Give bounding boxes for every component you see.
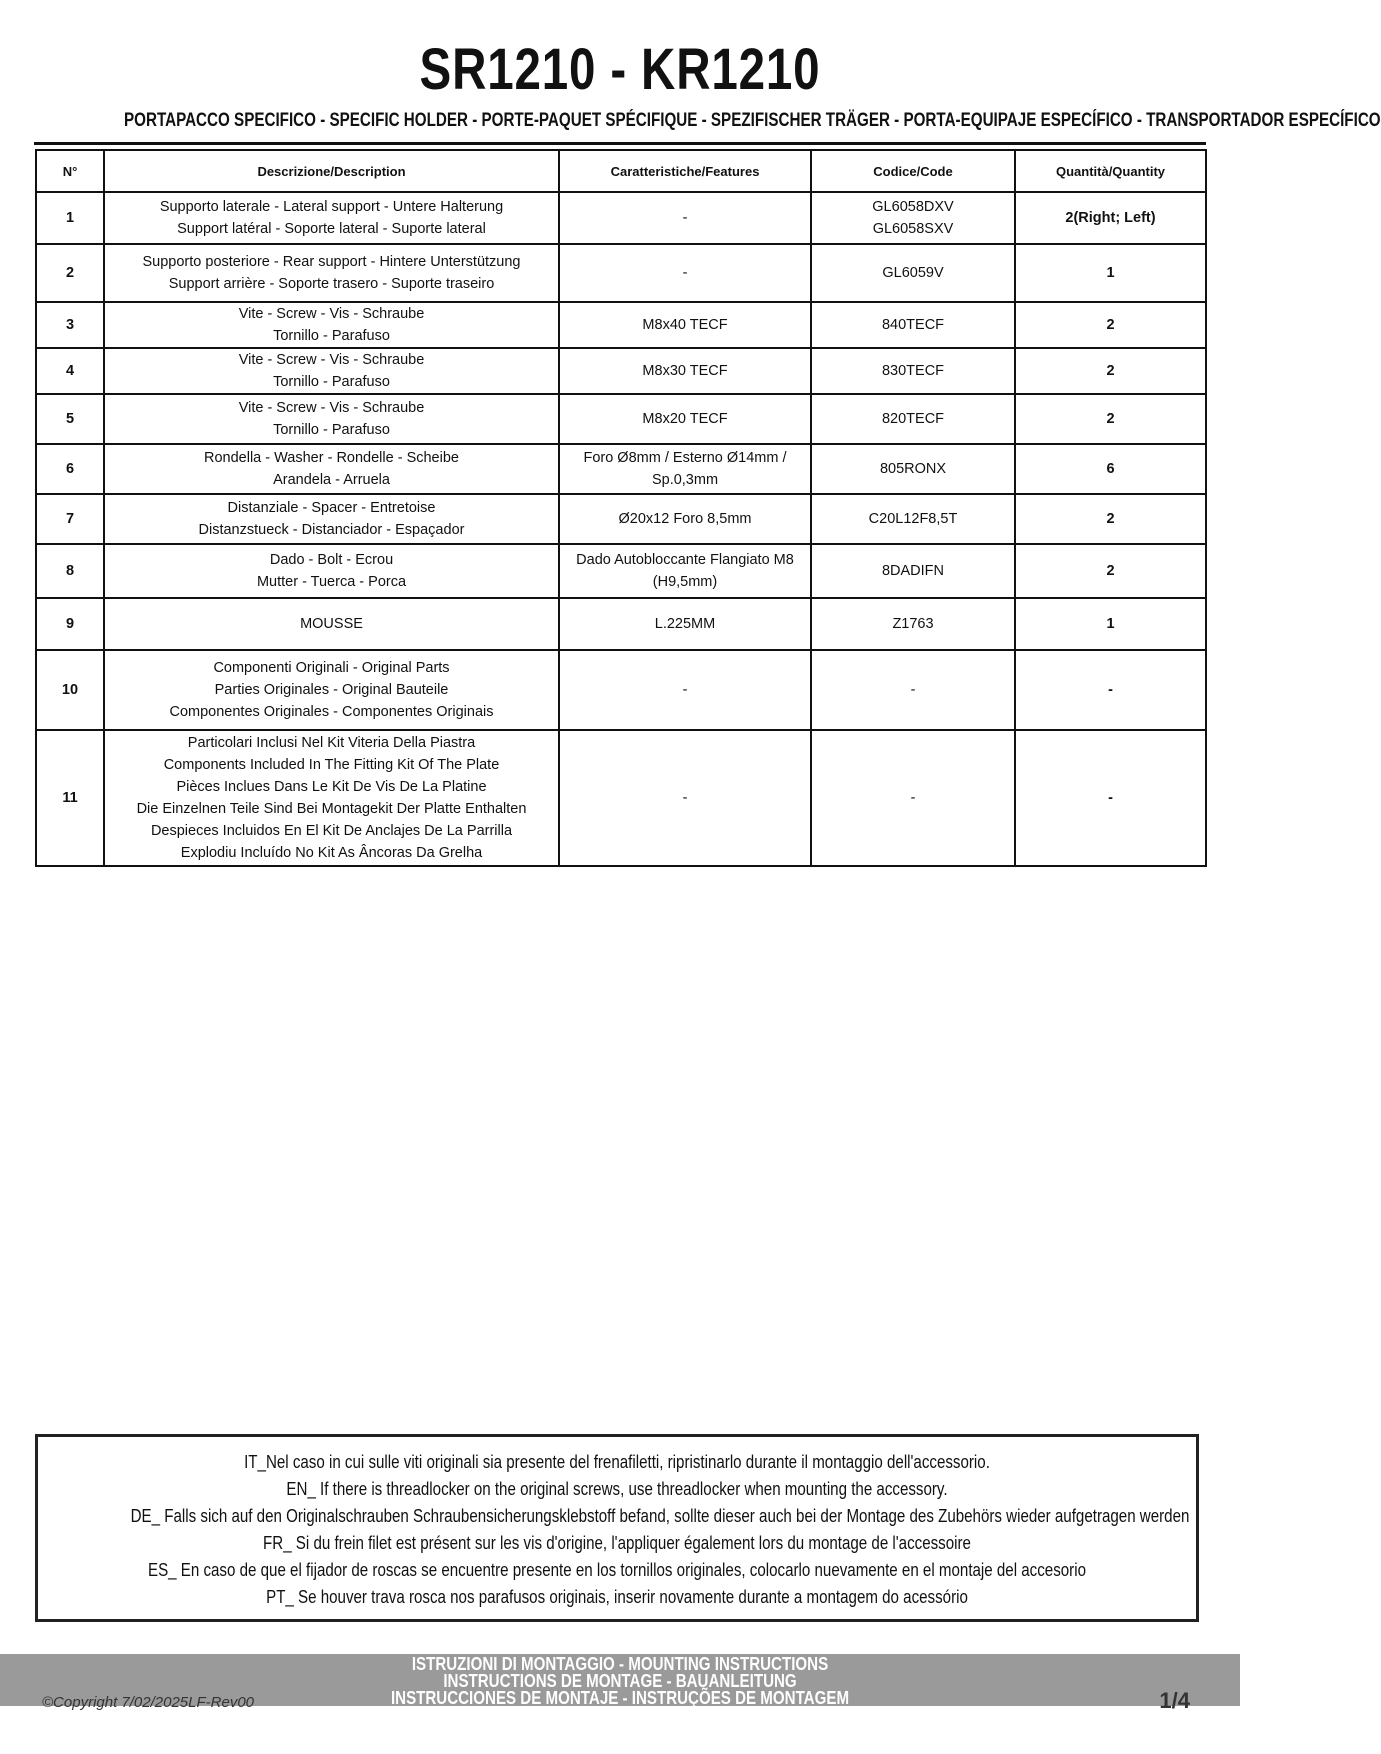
cell-line: Distanziale - Spacer - Entretoise [227, 500, 436, 516]
cell-line: Explodiu Incluído No Kit As Âncoras Da Grelha [180, 845, 483, 861]
row-description [104, 244, 559, 302]
table-row [36, 244, 1206, 302]
row-quantity: 1 [1015, 598, 1206, 650]
cell-line: Dado Autobloccante Flangiato M8 [576, 552, 794, 568]
row-quantity: 2 [1015, 348, 1206, 394]
cell-line: 805RONX [879, 461, 947, 477]
note-en: EN_ If there is threadlocker on the original screws, use threadlocker when mounting the accessory. [286, 1479, 948, 1499]
row-features [559, 348, 811, 394]
cell-line: C20L12F8,5T [868, 511, 958, 527]
cell-line: Z1763 [892, 616, 934, 632]
note-es: ES_ En caso de que el fijador de roscas se encuentre presente en los tornillos originales, colocarlo nuevamente en el montaje del accesorio [147, 1560, 1086, 1580]
table-row [36, 494, 1206, 544]
footer-line: ISTRUZIONI DI MONTAGGIO - MOUNTING INSTRUCTIONS [411, 1654, 829, 1674]
row-code [811, 730, 1015, 866]
col-header-description: Descrizione/Description [104, 150, 559, 192]
table-row [36, 394, 1206, 444]
cell-line: 840TECF [881, 317, 945, 333]
cell-line: - [910, 790, 916, 806]
cell-line: Components Included In The Fitting Kit Of The Plate [163, 757, 500, 773]
row-features [559, 650, 811, 730]
row-number: 10 [36, 650, 104, 730]
row-code [811, 244, 1015, 302]
cell-line: Supporto posteriore - Rear support - Hintere Unterstützung [142, 254, 521, 270]
row-code [811, 302, 1015, 348]
row-features [559, 598, 811, 650]
row-code [811, 394, 1015, 444]
row-description [104, 650, 559, 730]
cell-line: Rondella - Washer - Rondelle - Scheibe [204, 450, 459, 466]
cell-line: Parties Originales - Original Bauteile [214, 682, 449, 698]
row-description [104, 494, 559, 544]
row-features [559, 544, 811, 598]
cell-line: 830TECF [881, 363, 945, 379]
row-code [811, 192, 1015, 244]
row-code [811, 650, 1015, 730]
cell-line: Vite - Screw - Vis - Schraube [238, 306, 425, 322]
cell-line: Tornillo - Parafuso [273, 422, 390, 438]
row-description [104, 302, 559, 348]
row-number: 1 [36, 192, 104, 244]
row-quantity: - [1015, 730, 1206, 866]
cell-line: Support arrière - Soporte trasero - Suporte traseiro [168, 276, 495, 292]
table-row [36, 544, 1206, 598]
note-fr: FR_ Si du frein filet est présent sur les vis d'origine, l'appliquer également lors du montage de l'accessoire [263, 1533, 971, 1553]
cell-line: Tornillo - Parafuso [273, 328, 390, 344]
threadlocker-notes-box [35, 1434, 1199, 1622]
row-number: 2 [36, 244, 104, 302]
table-row [36, 650, 1206, 730]
row-quantity: 1 [1015, 244, 1206, 302]
note-de: DE_ Falls sich auf den Originalschrauben Schraubensicherungsklebstoff befand, sollte dieser auch bei der Montage des Zubehörs wieder aufgetragen werden [130, 1506, 1190, 1526]
row-features [559, 494, 811, 544]
cell-line: MOUSSE [300, 616, 363, 632]
note-pt: PT_ Se houver trava rosca nos parafusos originais, inserir novamente durante a montagem do acessório [266, 1587, 968, 1607]
row-quantity: 2 [1015, 544, 1206, 598]
row-quantity: 2 [1015, 394, 1206, 444]
table-header-row [36, 150, 1206, 192]
page-title: SR1210 - KR1210 [419, 37, 821, 102]
row-quantity: 2 [1015, 494, 1206, 544]
row-quantity: 6 [1015, 444, 1206, 494]
row-description [104, 394, 559, 444]
table-row [36, 444, 1206, 494]
row-number: 11 [36, 730, 104, 866]
row-features [559, 444, 811, 494]
page-subtitle: PORTAPACCO SPECIFICO - SPECIFIC HOLDER - PORTE-PAQUET SPÉCIFIQUE - SPEZIFISCHER TRÄGER - PORTA-EQUIPAJE ESPECÍFICO - TRANSPORTADOR ESPECÍFICO [124, 110, 1381, 131]
cell-line: Dado - Bolt - Ecrou [269, 552, 394, 568]
row-features [559, 244, 811, 302]
cell-line: L.225MM [654, 616, 716, 632]
row-number: 9 [36, 598, 104, 650]
cell-line: GL6059V [882, 265, 944, 281]
row-quantity: - [1015, 650, 1206, 730]
title-divider [34, 142, 1206, 145]
cell-line: Despieces Incluidos En El Kit De Anclajes De La Parrilla [150, 823, 513, 839]
cell-line: Tornillo - Parafuso [273, 374, 390, 390]
cell-line: - [682, 210, 688, 226]
row-features [559, 192, 811, 244]
cell-line: Componenti Originali - Original Parts [213, 660, 450, 676]
table-row [36, 192, 1206, 244]
cell-line: Vite - Screw - Vis - Schraube [238, 400, 425, 416]
row-description [104, 348, 559, 394]
cell-line: - [682, 265, 688, 281]
row-code [811, 598, 1015, 650]
cell-line: Die Einzelnen Teile Sind Bei Montagekit Der Platte Enthalten [136, 801, 527, 817]
cell-line: M8x20 TECF [642, 411, 728, 427]
table-row [36, 348, 1206, 394]
cell-line: 820TECF [881, 411, 945, 427]
cell-line: 8DADIFN [881, 563, 945, 579]
cell-line: Sp.0,3mm [651, 472, 719, 488]
table-row [36, 730, 1206, 866]
row-quantity: 2(Right; Left) [1015, 192, 1206, 244]
cell-line: (H9,5mm) [652, 574, 718, 590]
cell-line: Supporto laterale - Lateral support - Untere Halterung [159, 199, 504, 215]
row-description [104, 192, 559, 244]
row-features [559, 730, 811, 866]
page-number: 1/4 [1159, 1688, 1190, 1713]
cell-line: Particolari Inclusi Nel Kit Viteria Della Piastra [187, 735, 476, 751]
row-code [811, 444, 1015, 494]
row-features [559, 394, 811, 444]
parts-table [35, 149, 1207, 867]
cell-line: M8x40 TECF [642, 317, 728, 333]
cell-line: - [910, 682, 916, 698]
cell-line: GL6058DXV [872, 199, 954, 215]
note-it: IT_Nel caso in cui sulle viti originali sia presente del frenafiletti, ripristinarlo durante il montaggio dell'accessorio. [244, 1452, 990, 1472]
row-code [811, 544, 1015, 598]
copyright-text: ©Copyright 7/02/2025LF-Rev00 [42, 1694, 255, 1711]
row-features [559, 302, 811, 348]
row-number: 4 [36, 348, 104, 394]
page-footer [0, 1654, 1240, 1754]
col-header-features: Caratteristiche/Features [559, 150, 811, 192]
cell-line: - [682, 682, 688, 698]
cell-line: Support latéral - Soporte lateral - Suporte lateral [177, 221, 486, 237]
row-description [104, 444, 559, 494]
table-row [36, 302, 1206, 348]
row-number: 7 [36, 494, 104, 544]
cell-line: Arandela - Arruela [273, 472, 390, 488]
footer-instructions-title [99, 1656, 1141, 1707]
row-quantity: 2 [1015, 302, 1206, 348]
col-header-number: N° [36, 150, 104, 192]
cell-line: Componentes Originales - Componentes Originais [169, 704, 494, 720]
cell-line: Vite - Screw - Vis - Schraube [238, 352, 425, 368]
row-number: 6 [36, 444, 104, 494]
cell-line: GL6058SXV [872, 221, 954, 237]
cell-line: M8x30 TECF [642, 363, 728, 379]
cell-line: Pièces Inclues Dans Le Kit De Vis De La Platine [176, 779, 487, 795]
row-number: 8 [36, 544, 104, 598]
table-row [36, 598, 1206, 650]
row-description [104, 598, 559, 650]
row-code [811, 494, 1015, 544]
col-header-quantity: Quantità/Quantity [1015, 150, 1206, 192]
row-number: 3 [36, 302, 104, 348]
cell-line: Foro Ø8mm / Esterno Ø14mm / [583, 450, 787, 466]
footer-line: INSTRUCCIONES DE MONTAJE - INSTRUÇÕES DE MONTAGEM [390, 1688, 850, 1708]
row-number: 5 [36, 394, 104, 444]
footer-line: INSTRUCTIONS DE MONTAGE - BAUANLEITUNG [443, 1671, 797, 1691]
row-code [811, 348, 1015, 394]
cell-line: Ø20x12 Foro 8,5mm [618, 511, 752, 527]
parts-table-body [36, 192, 1206, 866]
cell-line: - [682, 790, 688, 806]
cell-line: Distanzstueck - Distanciador - Espaçador [198, 522, 465, 538]
cell-line: Mutter - Tuerca - Porca [256, 574, 407, 590]
col-header-code: Codice/Code [811, 150, 1015, 192]
row-description [104, 544, 559, 598]
row-description [104, 730, 559, 866]
